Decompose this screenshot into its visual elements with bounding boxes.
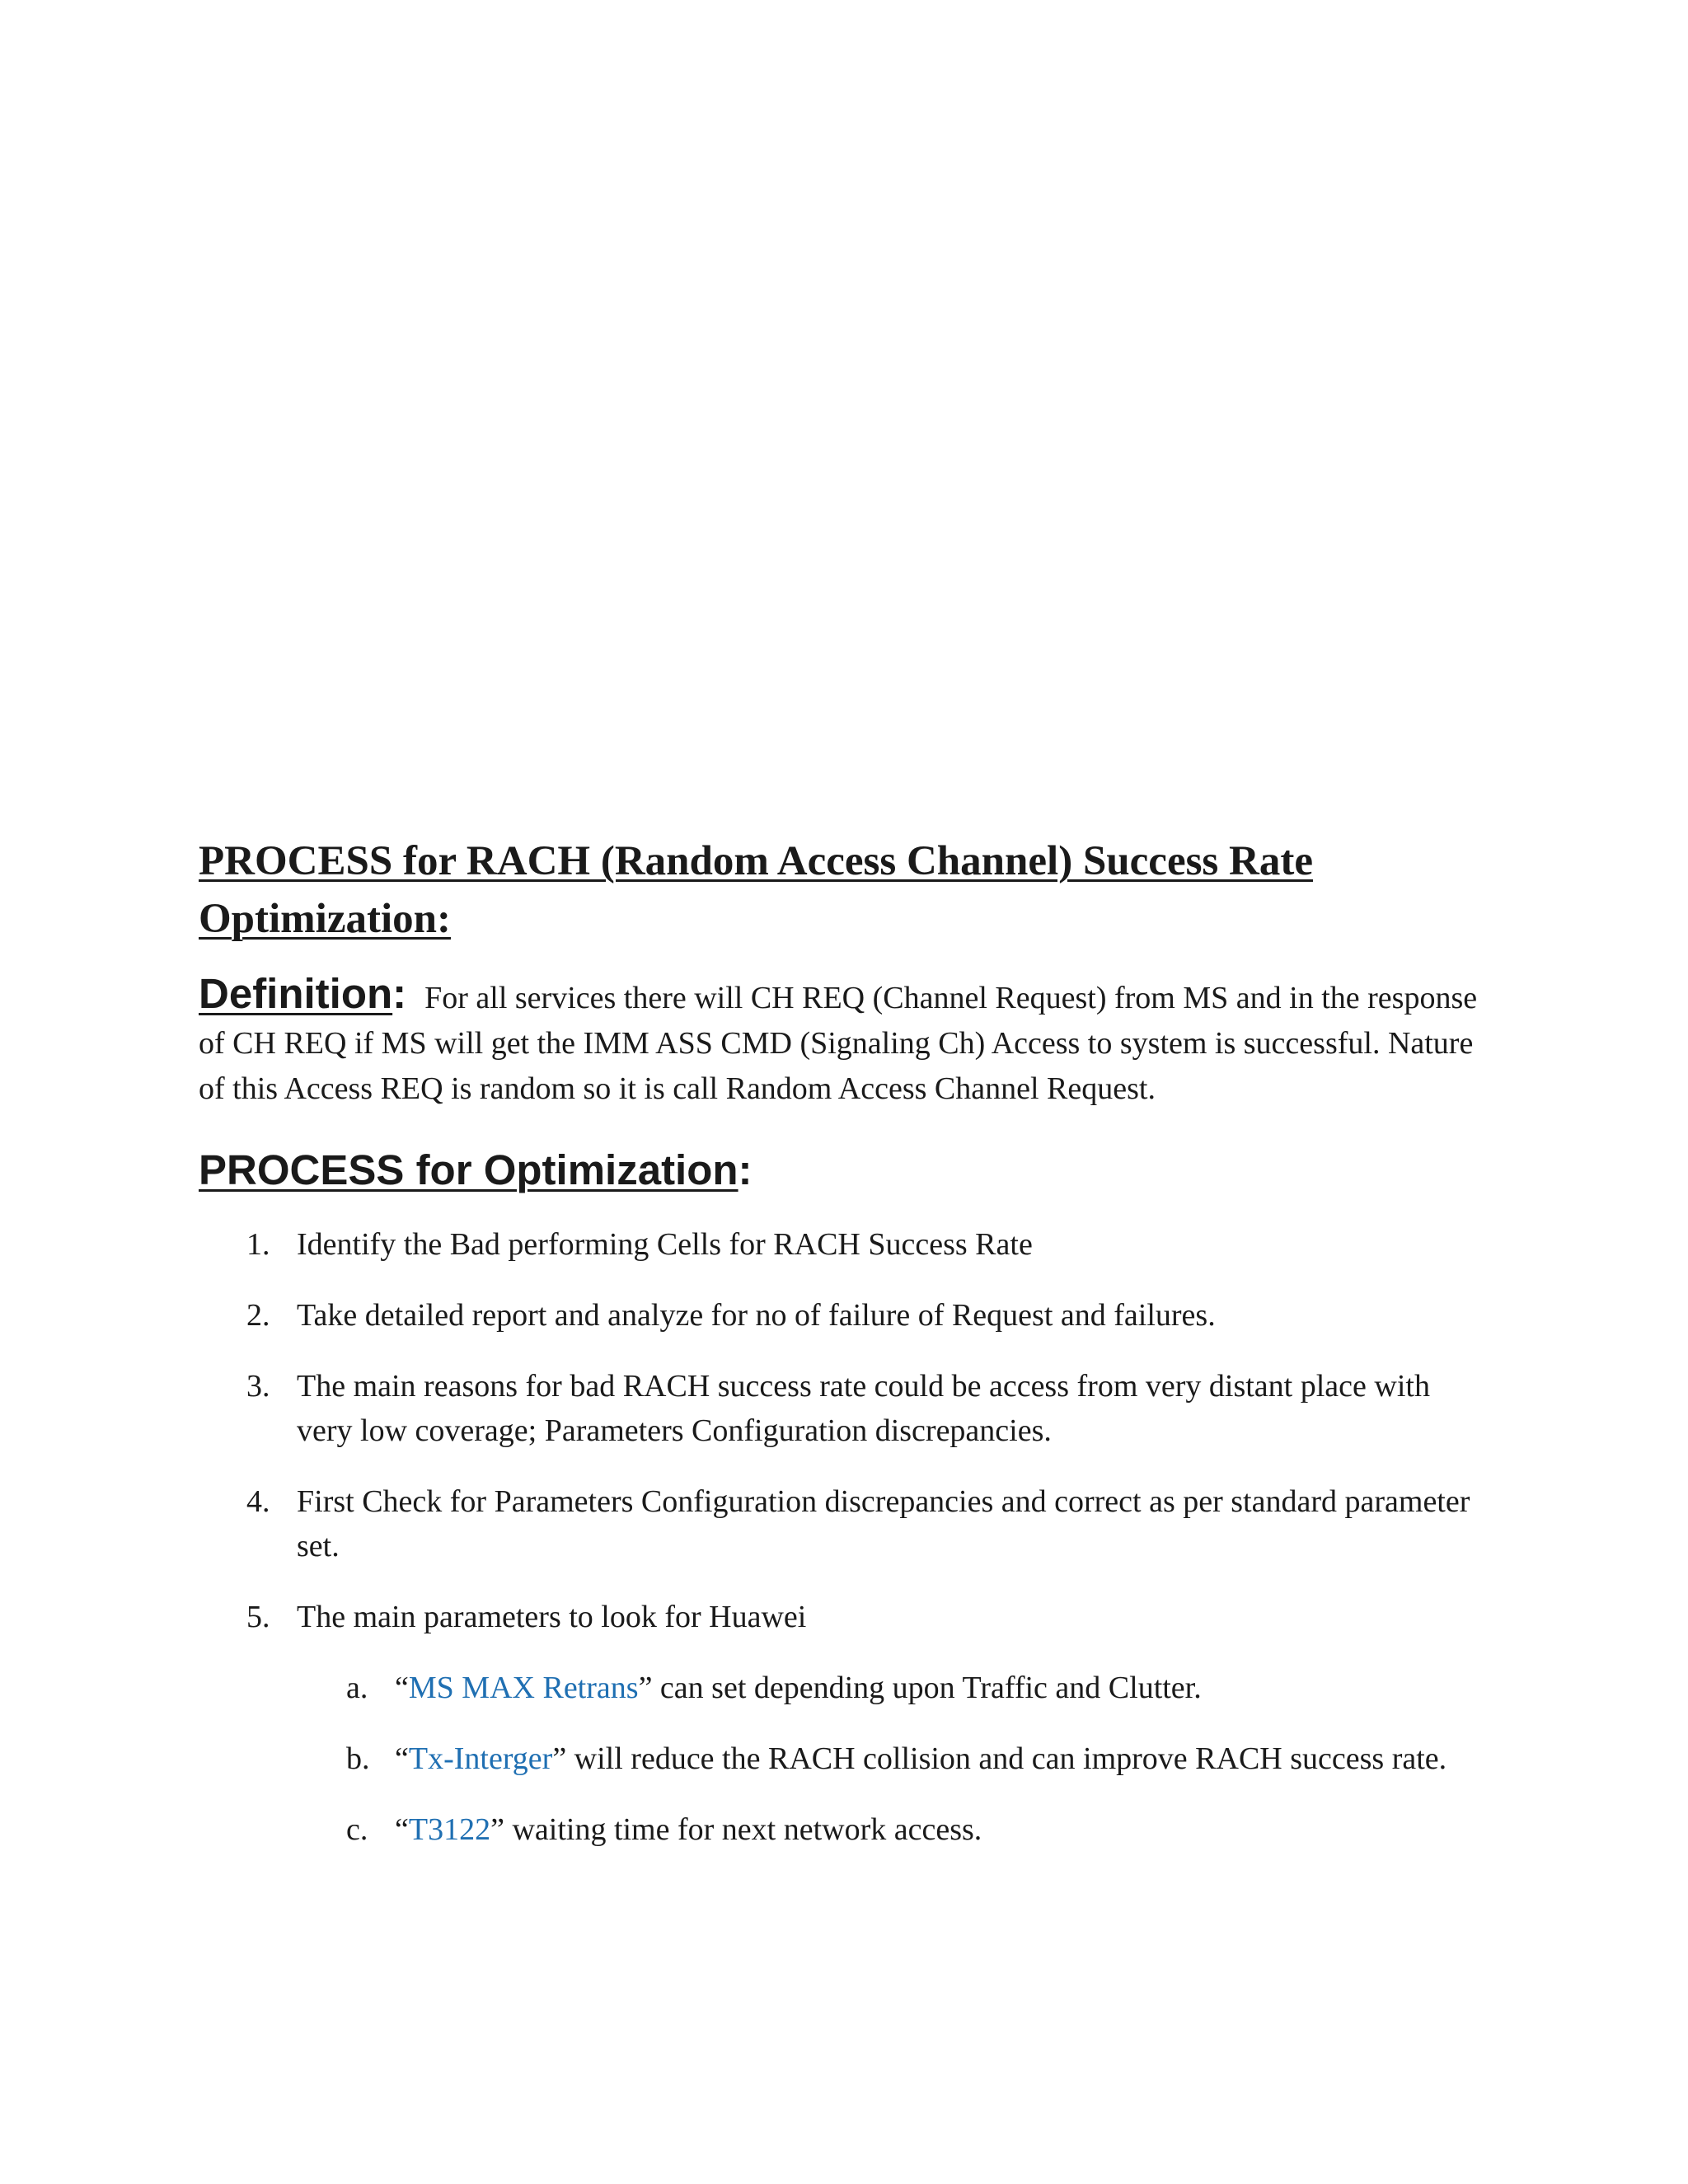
open-quote: “ bbox=[395, 1812, 409, 1847]
parameter-name-tx-interger: Tx-Interger bbox=[408, 1741, 553, 1776]
step-text: Take detailed report and analyze for no of failure of Request and failures. bbox=[297, 1298, 1216, 1333]
sub-item-text: ” will reduce the RACH collision and can improve RACH success rate. bbox=[552, 1741, 1447, 1776]
huawei-parameters-list bbox=[297, 1666, 1484, 1852]
process-heading bbox=[199, 1141, 1484, 1199]
process-heading-colon: : bbox=[738, 1146, 753, 1193]
list-item-param-a bbox=[297, 1666, 1484, 1710]
process-steps-list bbox=[199, 1222, 1484, 1852]
sub-item-letter: a. bbox=[346, 1671, 368, 1705]
step-number: 1. bbox=[246, 1227, 270, 1262]
list-item-step-2 bbox=[199, 1293, 1484, 1338]
step-text: The main reasons for bad RACH success rate could be access from very distant place with very low coverage; Parameters Configuration discrepancies. bbox=[297, 1369, 1430, 1448]
definition-text: For all services there will CH REQ (Channel Request) from MS and in the response of CH REQ if MS will get the IMM ASS CMD (Signaling Ch) Access to system is successful. Nature of this Access REQ is random so it is call Random Access Channel Request. bbox=[199, 981, 1478, 1106]
definition-colon: : bbox=[392, 970, 407, 1017]
step-text: First Check for Parameters Configuration discrepancies and correct as per standard parameter set. bbox=[297, 1484, 1470, 1563]
step-text: The main parameters to look for Huawei bbox=[297, 1600, 807, 1634]
step-number: 5. bbox=[246, 1600, 270, 1634]
list-item-step-1 bbox=[199, 1222, 1484, 1267]
process-heading-text: PROCESS for Optimization bbox=[199, 1146, 738, 1193]
list-item-step-5 bbox=[199, 1595, 1484, 1852]
sub-item-letter: c. bbox=[346, 1812, 368, 1847]
parameter-name-t3122: T3122 bbox=[408, 1812, 491, 1847]
document-content bbox=[199, 832, 1484, 1878]
definition-label: Definition bbox=[199, 970, 393, 1017]
sub-item-letter: b. bbox=[346, 1741, 370, 1776]
list-item-param-c bbox=[297, 1807, 1484, 1852]
step-number: 4. bbox=[246, 1484, 270, 1519]
sub-item-text: ” waiting time for next network access. bbox=[490, 1812, 982, 1847]
definition-paragraph bbox=[199, 971, 1484, 1112]
parameter-name-ms-max-retrans: MS MAX Retrans bbox=[408, 1671, 639, 1705]
open-quote: “ bbox=[395, 1741, 409, 1776]
list-item-step-4 bbox=[199, 1479, 1484, 1568]
step-number: 2. bbox=[246, 1298, 270, 1333]
list-item-param-b bbox=[297, 1736, 1484, 1781]
document-title: PROCESS for RACH (Random Access Channel) Success Rate Optimization: bbox=[199, 838, 1313, 942]
sub-item-text: ” can set depending upon Traffic and Clutter. bbox=[638, 1671, 1202, 1705]
list-item-step-3 bbox=[199, 1364, 1484, 1453]
step-text: Identify the Bad performing Cells for RACH Success Rate bbox=[297, 1227, 1033, 1262]
step-number: 3. bbox=[246, 1369, 270, 1404]
open-quote: “ bbox=[395, 1671, 409, 1705]
